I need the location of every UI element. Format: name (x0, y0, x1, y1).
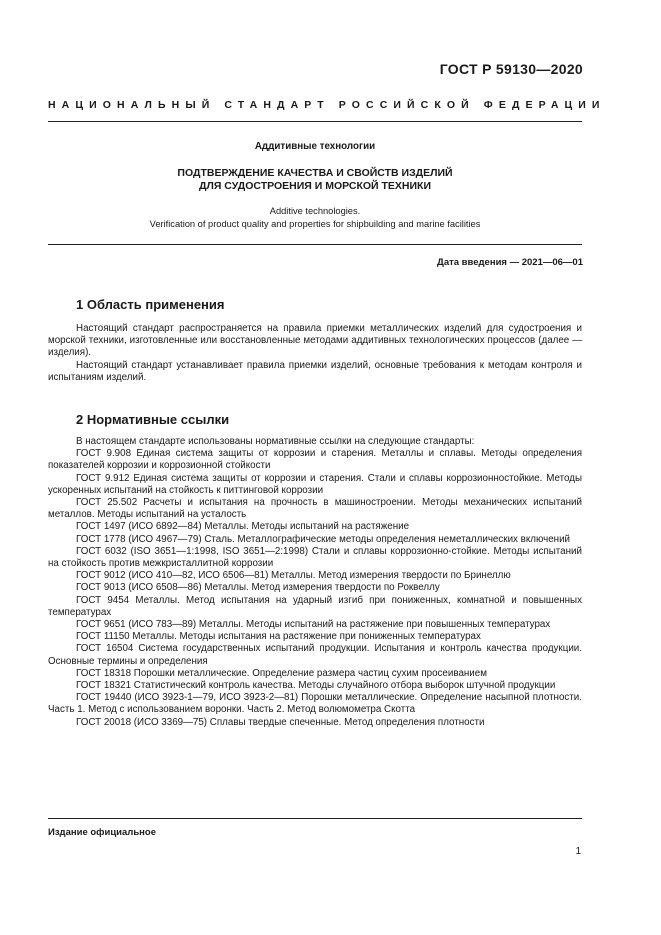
reference-item: ГОСТ 9013 (ИСО 6508—86) Металлы. Метод измерения твердости по Роквеллу (76, 582, 440, 594)
reference-item: ГОСТ 11150 Металлы. Методы испытания на растяжение при пониженных температурах (76, 631, 481, 643)
section-2-body (48, 436, 582, 729)
subject-line: Аддитивные технологии (254, 141, 376, 152)
footer-divider (48, 818, 582, 819)
reference-item: ГОСТ 9454 Металлы. Метод испытания на ударный изгиб при пониженных, комнатной и повышенных температурах (48, 594, 582, 618)
reference-item: ГОСТ 1497 (ИСО 6892—84) Металлы. Методы испытаний на растяжение (76, 521, 410, 533)
reference-item: ГОСТ 9.912 Единая система защиты от коррозии и старения. Стали и сплавы коррозионностойкие. Методы ускоренных испытаний на стойкость к питтинговой коррозии (48, 472, 582, 496)
section-1-title: 1 Область применения (76, 297, 225, 312)
reference-item: ГОСТ 20018 (ИСО 3369—75) Сплавы твердые спеченные. Метод определения плотности (76, 716, 485, 728)
document-title-line-1: ПОДТВЕРЖДЕНИЕ КАЧЕСТВА И СВОЙСТВ ИЗДЕЛИЙ (177, 167, 453, 179)
paragraph: В настоящем стандарте использованы нормативные ссылки на следующие стандарты: (76, 436, 475, 447)
reference-item: ГОСТ 18321 Статистический контроль качества. Методы случайного отбора выборок штучной продукции (76, 680, 556, 692)
reference-item: ГОСТ 16504 Система государственных испытаний продукции. Испытания и контроль качества продукции. Основные термины и определения (48, 643, 582, 667)
reference-item: ГОСТ 25.502 Расчеты и испытания на прочность в машиностроении. Методы механических испытаний металлов. Методы испытаний на усталость (48, 497, 582, 521)
section-1-body (48, 323, 582, 384)
reference-item: ГОСТ 9012 (ИСО 410—82, ИСО 6506—81) Металлы. Метод измерения твердости по Бринеллю (76, 570, 511, 582)
paragraph: Настоящий стандарт устанавливает правила приемки изделий, основные требования к методам контроля и испытаниям изделий. (48, 359, 582, 383)
reference-item: ГОСТ 9651 (ИСО 783—89) Металлы. Методы испытаний на растяжение при повышенных температурах (76, 619, 551, 631)
document-code: ГОСТ Р 59130—2020 (439, 61, 583, 77)
reference-item: ГОСТ 1778 (ИСО 4967—79) Сталь. Металлографические методы определения неметаллических включений (76, 533, 571, 545)
english-title-line-2: Verification of product quality and properties for shipbuilding and marine facilities (149, 219, 481, 229)
official-edition-label: Издание официальное (48, 827, 156, 838)
introduction-date: Дата введения — 2021—06—01 (437, 257, 583, 268)
page-number: 1 (575, 846, 581, 857)
section-2-title: 2 Нормативные ссылки (76, 412, 230, 427)
top-divider (48, 121, 582, 122)
document-title-line-2: ДЛЯ СУДОСТРОЕНИЯ И МОРСКОЙ ТЕХНИКИ (198, 180, 431, 192)
reference-item: ГОСТ 18318 Порошки металлические. Определение размера частиц сухим просеиванием (76, 667, 487, 679)
reference-item: ГОСТ 6032 (ISO 3651—1:1998, ISO 3651—2:1998) Стали и сплавы коррозионно-стойкие. Методы испытаний на стойкость против межкристаллитной коррозии (48, 545, 582, 570)
title-divider (48, 244, 582, 245)
reference-item: ГОСТ 19440 (ИСО 3923-1—79, ИСО 3923-2—81) Порошки металлические. Определение насыпной плотности. Часть 1. Метод с использованием воронки. Часть 2. Метод волюмометра Скотта (48, 692, 582, 716)
paragraph: Настоящий стандарт распространяется на правила приемки металлических изделий для судостроения и морской техники, изготовленные или восстановленные методами аддитивных технологических процессов (далее — изделия). (48, 323, 582, 359)
reference-item: ГОСТ 9.908 Единая система защиты от коррозии и старения. Металлы и сплавы. Методы определения показателей коррозии и коррозионной стойкости (48, 448, 582, 472)
english-title-line-1: Additive technologies. (269, 206, 361, 216)
national-standard-heading: НАЦИОНАЛЬНЫЙ СТАНДАРТ РОССИЙСКОЙ ФЕДЕРАЦИИ (48, 99, 606, 111)
